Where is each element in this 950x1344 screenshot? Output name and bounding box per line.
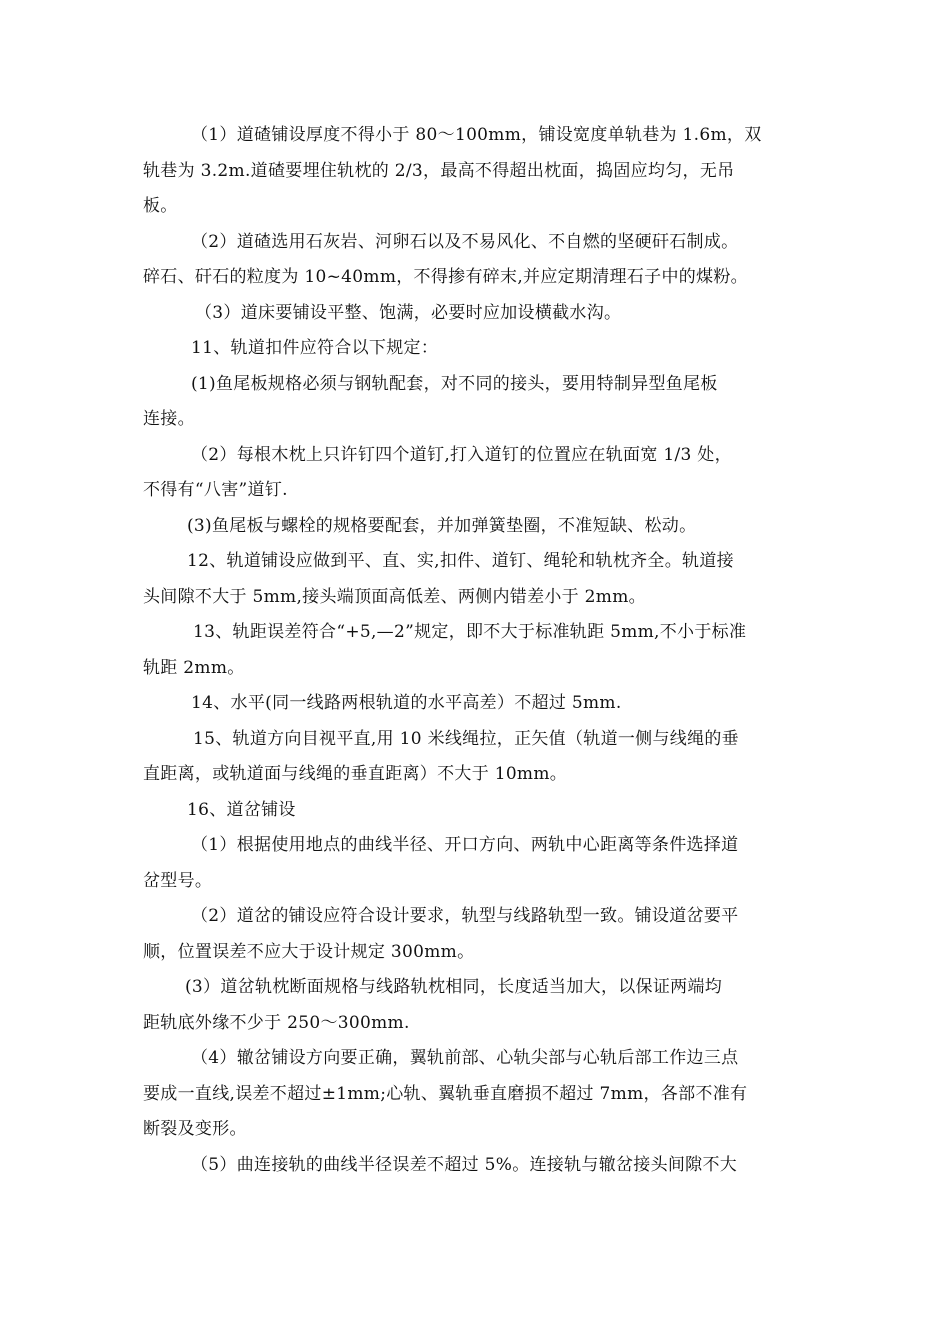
paragraph — [143, 296, 808, 332]
text-line: 顺，位置误差不应大于设计规定 300mm。 — [143, 941, 475, 962]
text-line: （2）道碴选用石灰岩、河卵石以及不易风化、不自燃的坚硬矸石制成。 — [191, 231, 739, 252]
text-line: 要成一直线,误差不超过±1mm;心轨、翼轨垂直磨损不超过 7mm，各部不准有 — [143, 1083, 748, 1104]
paragraph — [143, 615, 808, 686]
document-body — [143, 118, 808, 1183]
text-line: 16、道岔铺设 — [187, 799, 296, 820]
paragraph — [143, 438, 808, 509]
paragraph — [143, 225, 808, 296]
text-line: 岔型号。 — [143, 870, 213, 891]
text-line: 15、轨道方向目视平直,用 10 米线绳拉，正矢值（轨道一侧与线绳的垂 — [193, 728, 739, 749]
paragraph — [143, 1148, 808, 1184]
text-line: 碎石、矸石的粒度为 10~40mm，不得掺有碎末,并应定期清理石子中的煤粉。 — [143, 267, 748, 287]
text-line: 12、轨道铺设应做到平、直、实,扣件、道钉、绳轮和轨枕齐全。轨道接 — [187, 551, 734, 571]
paragraph — [143, 828, 808, 899]
text-line: 不得有“八害”道钉. — [143, 480, 288, 500]
text-line: （4）辙岔铺设方向要正确，翼轨前部、心轨尖部与心轨后部工作边三点 — [191, 1048, 739, 1068]
paragraph — [143, 899, 808, 970]
text-line: (3)鱼尾板与螺栓的规格要配套，并加弹簧垫圈，不准短缺、松动。 — [187, 515, 697, 536]
text-line: 板。 — [143, 196, 178, 216]
text-line: 14、水平(同一线路两根轨道的水平高差）不超过 5mm. — [191, 693, 622, 713]
text-line: (1)鱼尾板规格必须与钢轨配套，对不同的接头，要用特制异型鱼尾板 — [191, 373, 718, 394]
text-line: 断裂及变形。 — [143, 1119, 247, 1139]
text-line: 轨距 2mm。 — [143, 657, 245, 678]
text-line: (3）道岔轨枕断面规格与线路轨枕相同，长度适当加大，以保证两端均 — [185, 977, 723, 997]
text-line: 轨巷为 3.2m.道碴要埋住轨枕的 2/3，最高不得超出枕面，捣固应均匀，无吊 — [143, 160, 735, 181]
text-line: 11、轨道扣件应符合以下规定： — [191, 338, 439, 358]
paragraph — [143, 331, 808, 367]
paragraph — [143, 970, 808, 1041]
text-line: 距轨底外缘不少于 250～300mm. — [143, 1012, 410, 1033]
paragraph — [143, 509, 808, 545]
text-line: 连接。 — [143, 409, 195, 429]
paragraph — [143, 793, 808, 829]
text-line: （5）曲连接轨的曲线半径误差不超过 5%。连接轨与辙岔接头间隙不大 — [191, 1154, 738, 1175]
text-line: （3）道床要铺设平整、饱满，必要时应加设横截水沟。 — [195, 302, 622, 323]
paragraph — [143, 722, 808, 793]
paragraph — [143, 367, 808, 438]
text-line: 直距离，或轨道面与线绳的垂直距离）不大于 10mm。 — [143, 764, 568, 784]
paragraph — [143, 1041, 808, 1148]
paragraph — [143, 118, 808, 225]
text-line: （2）每根木枕上只许钉四个道钉,打入道钉的位置应在轨面宽 1/3 处， — [191, 444, 732, 465]
text-line: 头间隙不大于 5mm,接头端顶面高低差、两侧内错差小于 2mm。 — [143, 586, 646, 607]
paragraph — [143, 544, 808, 615]
paragraph — [143, 686, 808, 722]
text-line: （1）道碴铺设厚度不得小于 80～100mm，铺设宽度单轨巷为 1.6m，双 — [191, 125, 762, 145]
text-line: （2）道岔的铺设应符合设计要求，轨型与线路轨型一致。铺设道岔要平 — [191, 906, 739, 926]
text-line: （1）根据使用地点的曲线半径、开口方向、两轨中心距离等条件选择道 — [191, 835, 739, 855]
text-line: 13、轨距误差符合“+5,—2”规定，即不大于标准轨距 5mm,不小于标准 — [193, 622, 747, 642]
